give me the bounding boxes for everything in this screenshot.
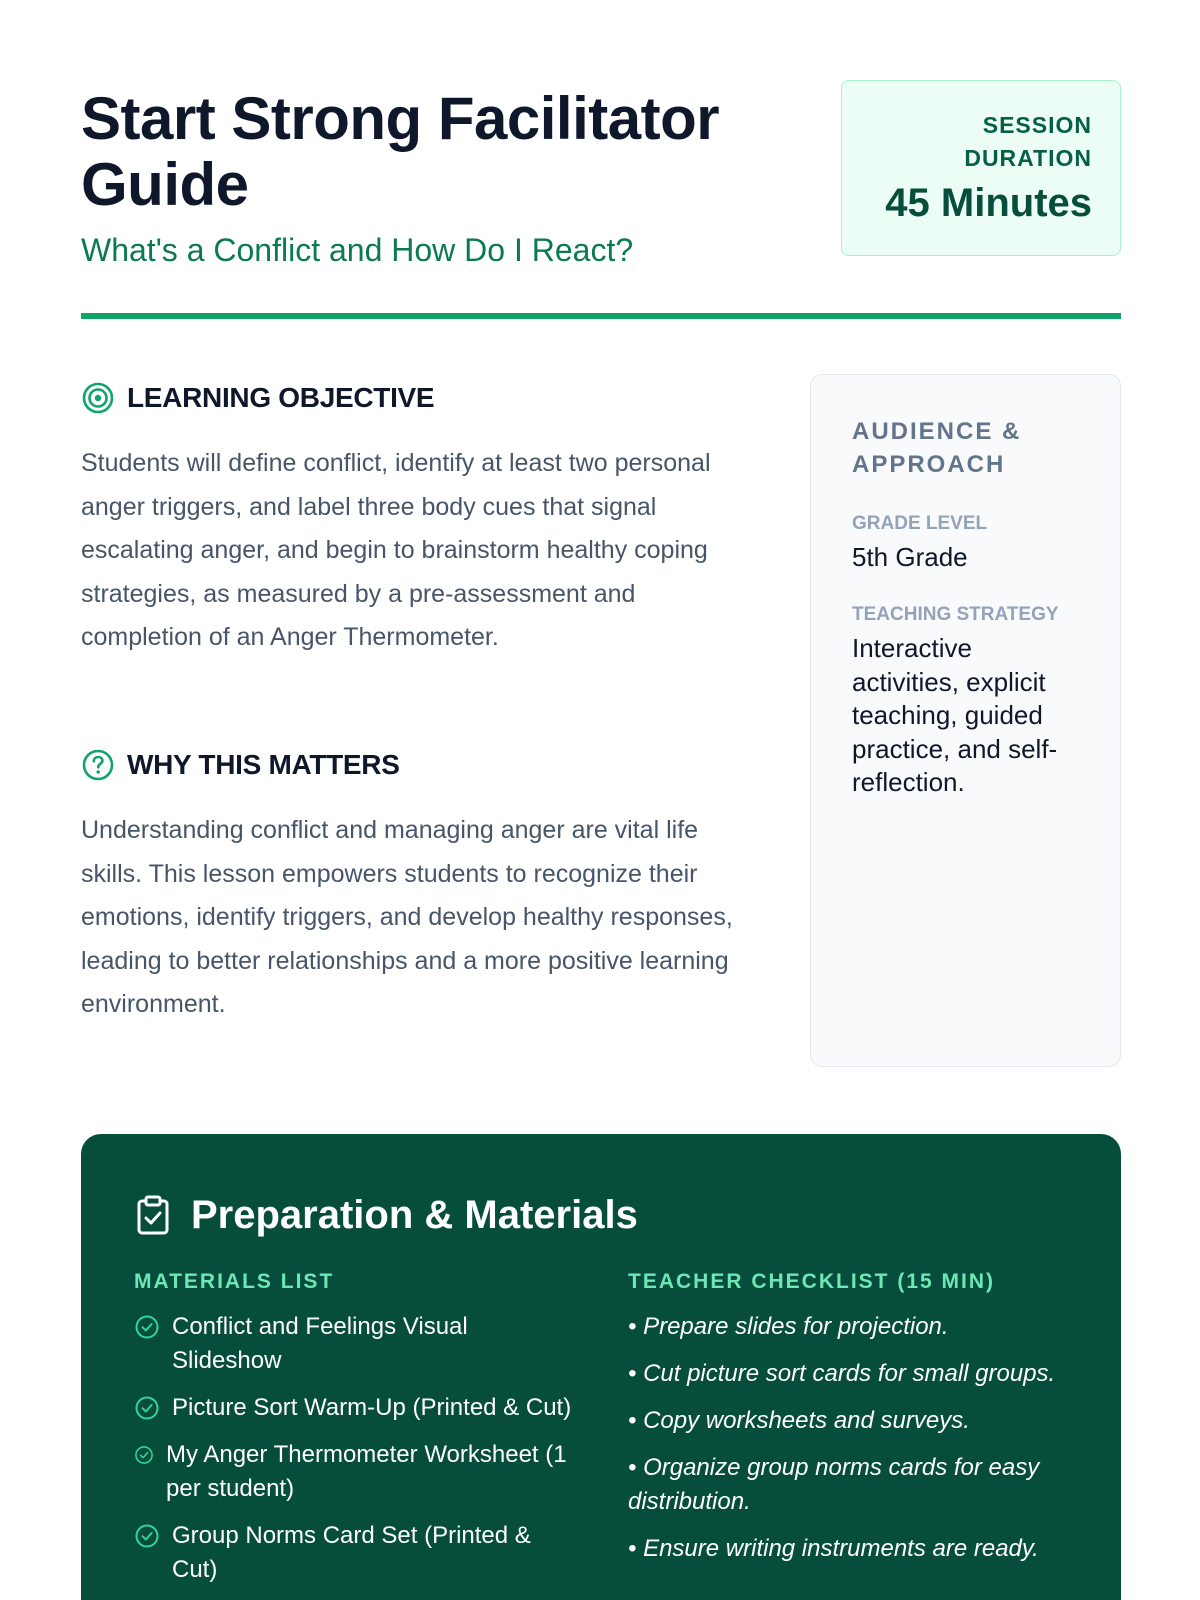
material-text: Conflict and Feelings Visual Slideshow [172,1313,468,1374]
material-text: My Anger Thermometer Worksheet (1 per student) [166,1441,567,1502]
why-this-matters-section [81,747,741,1027]
target-icon [81,381,115,415]
materials-list-label: MATERIALS LIST [134,1270,335,1293]
audience-approach-card [810,374,1121,1067]
page-subtitle: What's a Conflict and How Do I React? [81,232,634,268]
teaching-strategy-label: TEACHING STRATEGY [852,604,1059,625]
checklist-column [628,1268,1078,1579]
check-circle-icon [134,1395,160,1421]
grade-level-value: 5th Grade [852,542,968,572]
session-duration-value: 45 Minutes [885,181,1092,225]
list-item [134,1438,574,1506]
check-circle-icon [134,1314,160,1340]
clipboard-check-icon [135,1195,171,1235]
why-this-matters-heading [81,747,741,783]
check-circle-icon [134,1445,154,1465]
materials-list [134,1310,574,1587]
teaching-strategy-value: Interactive activities, explicit teaching, guided practice, and self-reflection. [852,633,1058,797]
list-item [134,1391,574,1425]
materials-column [134,1268,574,1600]
list-item: • Organize group norms cards for easy distribution. [628,1454,1040,1515]
list-item: • Ensure writing instruments are ready. [628,1535,1039,1562]
session-duration-label: SESSION DURATION [964,112,1092,171]
audience-approach-title: AUDIENCE & APPROACH [852,418,1022,478]
list-item [134,1310,574,1378]
learning-objective-title: LEARNING OBJECTIVE [127,382,435,413]
list-item [134,1519,574,1587]
page-title: Start Strong Facilitator Guide [81,85,720,218]
learning-objective-section [81,380,741,660]
preparation-materials-heading [135,1190,1067,1240]
question-circle-icon [81,748,115,782]
why-this-matters-text: Understanding conflict and managing anger are vital life skills. This lesson empowers students to recognize their emotions, identify triggers, and develop healthy responses, leading to better relationships and a more positive learning environment. [81,816,733,1018]
teacher-checklist-label: TEACHER CHECKLIST (15 MIN) [628,1270,996,1293]
material-text: Picture Sort Warm-Up (Printed & Cut) [172,1394,572,1421]
learning-objective-text: Students will define conflict, identify at least two personal anger triggers, and label three body cues that signal escalating anger, and begin to brainstorm healthy coping strategies, as measured by a pre-assessment and completion of an Anger Thermometer. [81,449,711,651]
check-circle-icon [134,1523,160,1549]
grade-level-label: GRADE LEVEL [852,513,988,534]
list-item: • Cut picture sort cards for small groups. [628,1360,1056,1387]
preparation-materials-title: Preparation & Materials [191,1193,638,1237]
material-text: Group Norms Card Set (Printed & Cut) [172,1522,531,1583]
guide-page [81,0,1121,1600]
list-item: • Prepare slides for projection. [628,1313,949,1340]
list-item: • Copy worksheets and surveys. [628,1407,970,1434]
teacher-checklist [628,1310,1078,1566]
why-this-matters-title: WHY THIS MATTERS [127,749,400,780]
learning-objective-heading [81,380,741,416]
header-divider [81,313,1121,319]
session-duration-card [841,80,1121,256]
preparation-materials-panel [81,1134,1121,1600]
header [81,80,1121,320]
